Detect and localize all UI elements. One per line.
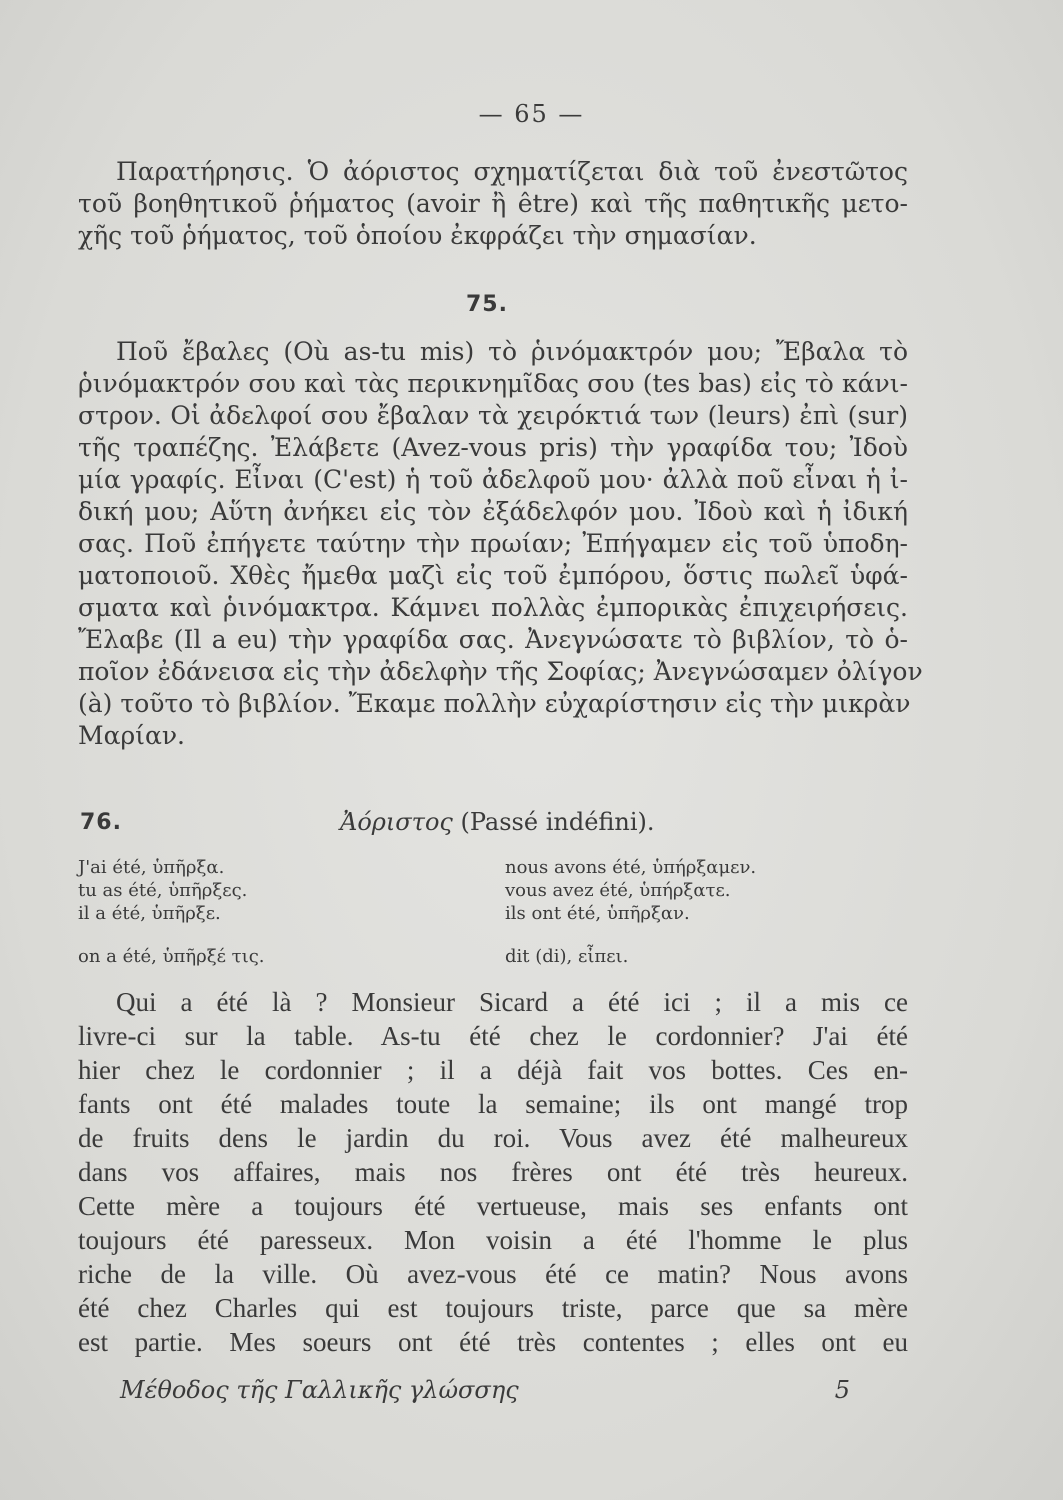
page-number: — 65 —: [478, 100, 585, 128]
text-line: τῆς τραπέζης. Ἐλάβετε (Avez-vous pris) τὴν γραφίδα του; Ἰδοὺ: [78, 433, 908, 462]
text-line: ποῖον ἐδάνεισα εἰς τὴν ἀδελφὴν τῆς Σοφίας; Ἀνεγνώσαμεν ὀλίγον: [78, 657, 923, 686]
text-line: fants ont été malades toute la semaine; ils ont mangé trop: [78, 1089, 908, 1119]
text-line: Ἔλαβε (Il a eu) τὴν γραφίδα σας. Ἀνεγνώσατε τὸ βιβλίον, τὸ ὁ-: [78, 625, 908, 654]
text-line: Cette mère a toujours été vertueuse, mais ses enfants ont: [78, 1191, 908, 1221]
text-line: hier chez le cordonnier ; il a déjà fait vos bottes. Ces en-: [78, 1055, 908, 1085]
conjugation-row: ils ont été, ὑπῆρξαν.: [505, 903, 690, 924]
text-line: livre-ci sur la table. As-tu été chez le cordonnier? J'ai été: [78, 1021, 908, 1051]
text-line: Παρατήρησις. Ὁ ἀόριστος σχηματίζεται διὰ τοῦ ἐνεστῶτος: [116, 157, 908, 186]
page-footer: [120, 1376, 850, 1404]
running-title: Μέθοδος τῆς Γαλλικῆς γλώσσης: [120, 1376, 519, 1404]
heading-french: (Passé indéfini).: [460, 808, 655, 836]
text-line: σματα καὶ ῥινόμακτρα. Κάμνει πολλὰς ἐμπορικὰς ἐπιχειρήσεις.: [78, 593, 908, 622]
text-line: μία γραφίς. Εἶναι (C'est) ἡ τοῦ ἀδελφοῦ μου· ἀλλὰ ποῦ εἶναι ἡ ἰ-: [78, 465, 908, 494]
text-line: σας. Ποῦ ἐπήγετε ταύτην τὴν πρωίαν; Ἐπήγαμεν εἰς τοῦ ὑποδη-: [78, 529, 908, 558]
section-number-75: 75.: [466, 292, 508, 317]
section-number-76: 76.: [80, 810, 122, 835]
text-line: (à) τοῦτο τὸ βιβλίον. Ἔκαμε πολλὴν εὐχαρίστησιν εἰς τὴν μικρὰν: [78, 689, 911, 718]
conjugation-extra-left: on a été, ὑπῆρξέ τις.: [78, 946, 265, 967]
french-exercise-paragraph: [78, 985, 908, 1359]
conjugation-row: J'ai été, ὑπῆρξα.: [78, 857, 225, 878]
text-line: ματοποιοῦ. Χθὲς ἤμεθα μαζὶ εἰς τοῦ ἐμπόρου, ὅστις πωλεῖ ὑφά-: [78, 561, 908, 590]
heading-greek: Ἀόριστος: [340, 808, 453, 836]
text-line: Qui a été là ? Monsieur Sicard a été ici ; il a mis ce: [116, 987, 908, 1017]
signature-mark: 5: [834, 1376, 850, 1404]
text-line: été chez Charles qui est toujours triste, parce que sa mère: [78, 1293, 908, 1323]
section-76-heading: [340, 808, 655, 836]
text-line: ῥινόμακτρόν σου καὶ τὰς περικνημῖδας σου (tes bas) εἰς τὸ κάνι-: [78, 369, 908, 398]
conjugation-plural: [505, 856, 756, 925]
conjugation-row: il a été, ὑπῆρξε.: [78, 903, 221, 924]
text-line: est partie. Mes soeurs ont été très contentes ; elles ont eu: [78, 1327, 908, 1357]
conjugation-row: vous avez été, ὑπήρξατε.: [505, 880, 731, 901]
remark-paragraph: [78, 156, 908, 252]
exercise-75-paragraph: [78, 336, 923, 752]
text-line: riche de la ville. Où avez-vous été ce matin? Nous avons: [78, 1259, 908, 1289]
text-line: dans vos affaires, mais nos frères ont été très heureux.: [78, 1157, 908, 1187]
text-line: Ποῦ ἔβαλες (Où as-tu mis) τὸ ῥινόμακτρόν μου; Ἔβαλα τὸ: [116, 337, 908, 366]
text-line: de fruits dens le jardin du roi. Vous avez été malheureux: [78, 1123, 908, 1153]
text-line: χῆς τοῦ ῥήματος, τοῦ ὁποίου ἐκφράζει τὴν σημασίαν.: [78, 221, 757, 250]
conjugation-extra-right: dit (di), εἶπει.: [505, 946, 629, 967]
conjugation-row: nous avons été, ὑπήρξαμεν.: [505, 857, 757, 878]
text-line: Μαρίαν.: [78, 721, 186, 750]
conjugation-row: tu as été, ὑπῆρξες.: [78, 880, 248, 901]
text-line: τοῦ βοηθητικοῦ ῥήματος (avoir ἢ être) καὶ τῆς παθητικῆς μετο-: [78, 189, 908, 218]
text-line: στρον. Οἱ ἀδελφοί σου ἔβαλαν τὰ χειρόκτιά των (leurs) ἐπὶ (sur): [78, 401, 908, 430]
conjugation-singular: [78, 856, 247, 925]
text-line: δική μου; Αὕτη ἀνήκει εἰς τὸν ἐξάδελφόν μου. Ἰδοὺ καὶ ἡ ἰδική: [78, 497, 908, 526]
text-line: toujours été paresseux. Mon voisin a été l'homme le plus: [78, 1225, 908, 1255]
